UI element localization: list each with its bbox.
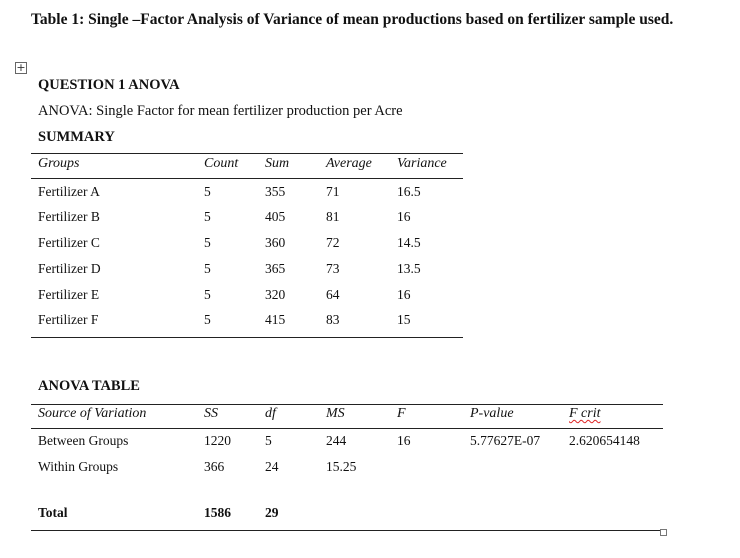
cell-sum: 405 <box>265 209 286 224</box>
header-average: Average <box>326 156 372 171</box>
cell-average: 73 <box>326 261 340 276</box>
cell-f-crit: 2.620654148 <box>569 433 640 448</box>
cell-ss: 366 <box>204 459 225 474</box>
cell-count: 5 <box>204 287 211 302</box>
plus-in-box-icon[interactable]: + <box>16 61 26 74</box>
cell-sum: 355 <box>265 184 286 199</box>
cell-variance: 16 <box>397 209 411 224</box>
cell-average: 81 <box>326 209 340 224</box>
cell-total-label: Total <box>38 505 68 520</box>
header-ms: MS <box>326 406 345 421</box>
cell-group: Fertilizer A <box>38 184 100 199</box>
cell-average: 72 <box>326 235 340 250</box>
cell-ms: 244 <box>326 433 347 448</box>
summary-bottom-rule <box>31 337 463 338</box>
header-f: F <box>397 406 406 421</box>
cell-group: Fertilizer B <box>38 209 100 224</box>
cell-variance: 14.5 <box>397 235 421 250</box>
cell-total-df: 29 <box>265 505 279 520</box>
cell-df: 5 <box>265 433 272 448</box>
cell-ms: 15.25 <box>326 459 357 474</box>
cell-average: 71 <box>326 184 340 199</box>
table-caption: Table 1: Single –Factor Analysis of Variance of mean productions based on fertilizer sample used. <box>31 11 674 28</box>
cell-sum: 360 <box>265 235 286 250</box>
cell-source: Within Groups <box>38 459 119 474</box>
header-groups: Groups <box>38 156 80 171</box>
cell-count: 5 <box>204 312 211 327</box>
header-ss: SS <box>204 406 218 421</box>
header-df: df <box>265 406 276 421</box>
cell-average: 83 <box>326 312 340 327</box>
cell-count: 5 <box>204 184 211 199</box>
resize-handle-icon[interactable] <box>660 529 667 536</box>
anova-bottom-rule <box>31 530 663 531</box>
cell-df: 24 <box>265 459 279 474</box>
header-source: Source of Variation <box>38 406 147 421</box>
cell-group: Fertilizer C <box>38 235 100 250</box>
cell-sum: 365 <box>265 261 286 276</box>
cell-source: Between Groups <box>38 433 129 448</box>
cell-group: Fertilizer D <box>38 261 101 276</box>
header-count: Count <box>204 156 239 171</box>
summary-top-rule <box>31 153 463 154</box>
cell-average: 64 <box>326 287 340 302</box>
summary-title: SUMMARY <box>38 129 115 145</box>
anova-table-title: ANOVA TABLE <box>38 378 140 394</box>
anova-header-rule <box>31 428 663 429</box>
anova-top-rule <box>31 404 663 405</box>
cell-count: 5 <box>204 261 211 276</box>
cell-sum: 320 <box>265 287 286 302</box>
header-p-value: P-value <box>470 406 514 421</box>
cell-variance: 15 <box>397 312 411 327</box>
cell-group: Fertilizer F <box>38 312 99 327</box>
cell-f: 16 <box>397 433 411 448</box>
cell-total-ss: 1586 <box>204 505 231 520</box>
cell-sum: 415 <box>265 312 286 327</box>
question-title: QUESTION 1 ANOVA <box>38 77 180 93</box>
anova-subtitle: ANOVA: Single Factor for mean fertilizer production per Acre <box>38 103 403 119</box>
header-f-crit: F crit <box>569 406 601 421</box>
cell-group: Fertilizer E <box>38 287 100 302</box>
cell-p-value: 5.77627E-07 <box>470 433 541 448</box>
cell-variance: 16.5 <box>397 184 421 199</box>
header-sum: Sum <box>265 156 290 171</box>
header-variance: Variance <box>397 156 447 171</box>
cell-ss: 1220 <box>204 433 231 448</box>
cell-variance: 13.5 <box>397 261 421 276</box>
summary-header-rule <box>31 178 463 179</box>
cell-count: 5 <box>204 209 211 224</box>
cell-variance: 16 <box>397 287 411 302</box>
cell-count: 5 <box>204 235 211 250</box>
